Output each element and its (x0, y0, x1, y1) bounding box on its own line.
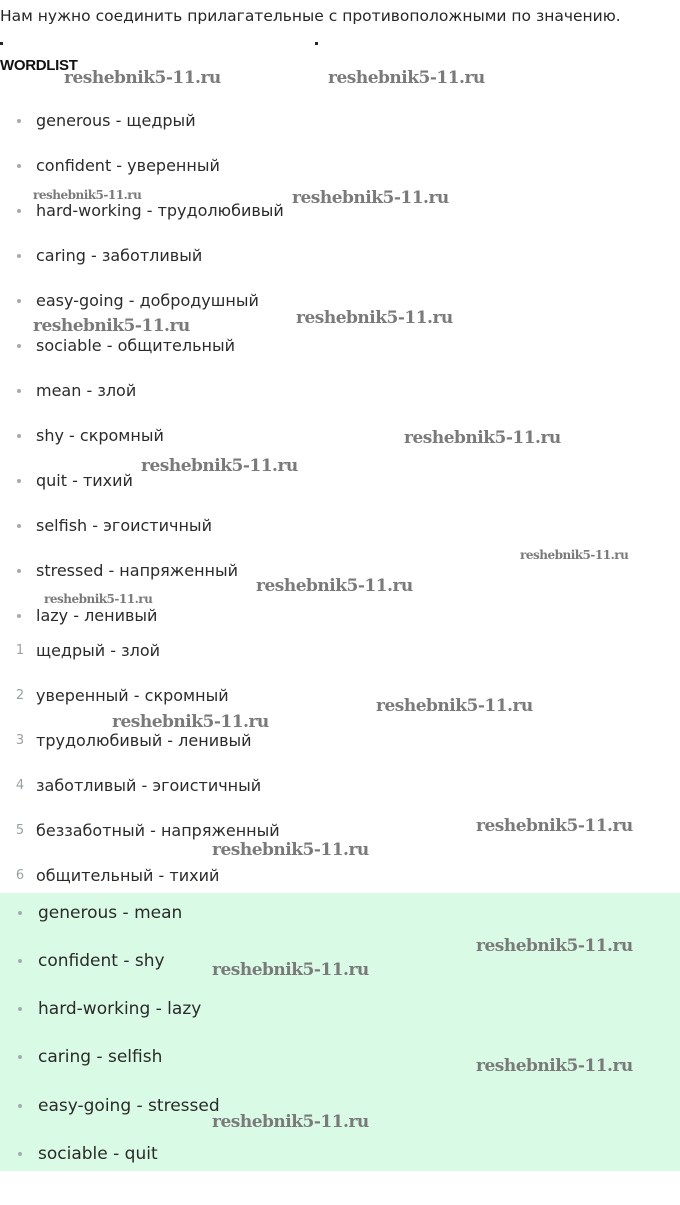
list-item-text: mean - злой (36, 381, 137, 400)
intro-text: Нам нужно соединить прилагательные с противоположными по значению. (0, 7, 621, 25)
bullet-icon (18, 911, 22, 915)
watermark: reshebnik5-11.ru (256, 576, 413, 596)
bullet-icon (17, 299, 21, 303)
watermark: reshebnik5-11.ru (212, 1112, 369, 1132)
numbered-item (0, 684, 680, 708)
watermark: reshebnik5-11.ru (141, 456, 298, 476)
list-item (0, 469, 680, 493)
list-item-text: confident - уверенный (36, 156, 220, 175)
watermark: reshebnik5-11.ru (33, 188, 142, 202)
list-item (0, 424, 680, 448)
list-item-text: caring - заботливый (36, 246, 203, 265)
watermark: reshebnik5-11.ru (476, 936, 633, 956)
bullet-icon (17, 614, 21, 618)
numbered-item (0, 774, 680, 798)
numbered-item (0, 729, 680, 753)
list-item-text: quit - тихий (36, 471, 133, 490)
bullet-icon (18, 1007, 22, 1011)
list-item (0, 244, 680, 268)
bullet-icon (17, 119, 21, 123)
watermark: reshebnik5-11.ru (64, 68, 221, 88)
numbered-item-text: трудолюбивый - ленивый (36, 731, 252, 750)
answer-item-text: generous - mean (38, 903, 183, 923)
watermark: reshebnik5-11.ru (292, 188, 449, 208)
answer-item-text: caring - selfish (38, 1047, 163, 1067)
watermark: reshebnik5-11.ru (328, 68, 485, 88)
list-item (0, 154, 680, 178)
list-item (0, 109, 680, 133)
bullet-icon (18, 1055, 22, 1059)
list-item (0, 334, 680, 358)
answer-item-text: confident - shy (38, 951, 165, 971)
list-item-text: selfish - эгоистичный (36, 516, 212, 535)
answer-item (0, 997, 680, 1021)
item-number: 1 (15, 643, 25, 658)
list-item-text: hard-working - трудолюбивый (36, 201, 284, 220)
list-item-text: stressed - напряженный (36, 561, 239, 580)
list-item-text: lazy - ленивый (36, 606, 158, 625)
bullet-icon (18, 1152, 22, 1156)
item-number: 4 (15, 778, 25, 793)
watermark: reshebnik5-11.ru (44, 592, 153, 606)
bullet-icon (17, 389, 21, 393)
numbered-item-text: щедрый - злой (36, 641, 161, 660)
bullet-icon (17, 479, 21, 483)
list-item-text: shy - скромный (36, 426, 164, 445)
watermark: reshebnik5-11.ru (112, 712, 269, 732)
intro-cut-line (0, 42, 320, 48)
bullet-icon (17, 164, 21, 168)
item-number: 6 (15, 868, 25, 883)
watermark: reshebnik5-11.ru (476, 816, 633, 836)
answer-item (0, 1142, 680, 1166)
watermark: reshebnik5-11.ru (476, 1056, 633, 1076)
numbered-item-text: беззаботный - напряженный (36, 821, 280, 840)
numbered-item-text: общительный - тихий (36, 866, 220, 885)
bullet-icon (17, 569, 21, 573)
wordlist-title: WORDLIST (0, 57, 78, 74)
answer-item (0, 901, 680, 925)
numbered-item (0, 864, 680, 888)
watermark: reshebnik5-11.ru (376, 696, 533, 716)
watermark: reshebnik5-11.ru (33, 316, 190, 336)
answer-item-text: easy-going - stressed (38, 1096, 220, 1116)
item-number: 5 (15, 823, 25, 838)
answer-item-text: sociable - quit (38, 1144, 158, 1164)
item-number: 3 (15, 733, 25, 748)
bullet-icon (17, 524, 21, 528)
list-item (0, 604, 680, 628)
list-item-text: easy-going - добродушный (36, 291, 259, 310)
numbered-item-text: заботливый - эгоистичный (36, 776, 262, 795)
answer-item-text: hard-working - lazy (38, 999, 202, 1019)
watermark: reshebnik5-11.ru (296, 308, 453, 328)
watermark: reshebnik5-11.ru (404, 428, 561, 448)
bullet-icon (18, 1104, 22, 1108)
bullet-icon (18, 959, 22, 963)
watermark: reshebnik5-11.ru (212, 960, 369, 980)
numbered-item (0, 639, 680, 663)
watermark: reshebnik5-11.ru (212, 840, 369, 860)
bullet-icon (17, 209, 21, 213)
list-item-text: sociable - общительный (36, 336, 235, 355)
bullet-icon (17, 344, 21, 348)
item-number: 2 (15, 688, 25, 703)
list-item-text: generous - щедрый (36, 111, 196, 130)
numbered-item-text: уверенный - скромный (36, 686, 229, 705)
list-item (0, 514, 680, 538)
bullet-icon (17, 434, 21, 438)
watermark: reshebnik5-11.ru (520, 548, 629, 562)
list-item (0, 379, 680, 403)
bullet-icon (17, 254, 21, 258)
